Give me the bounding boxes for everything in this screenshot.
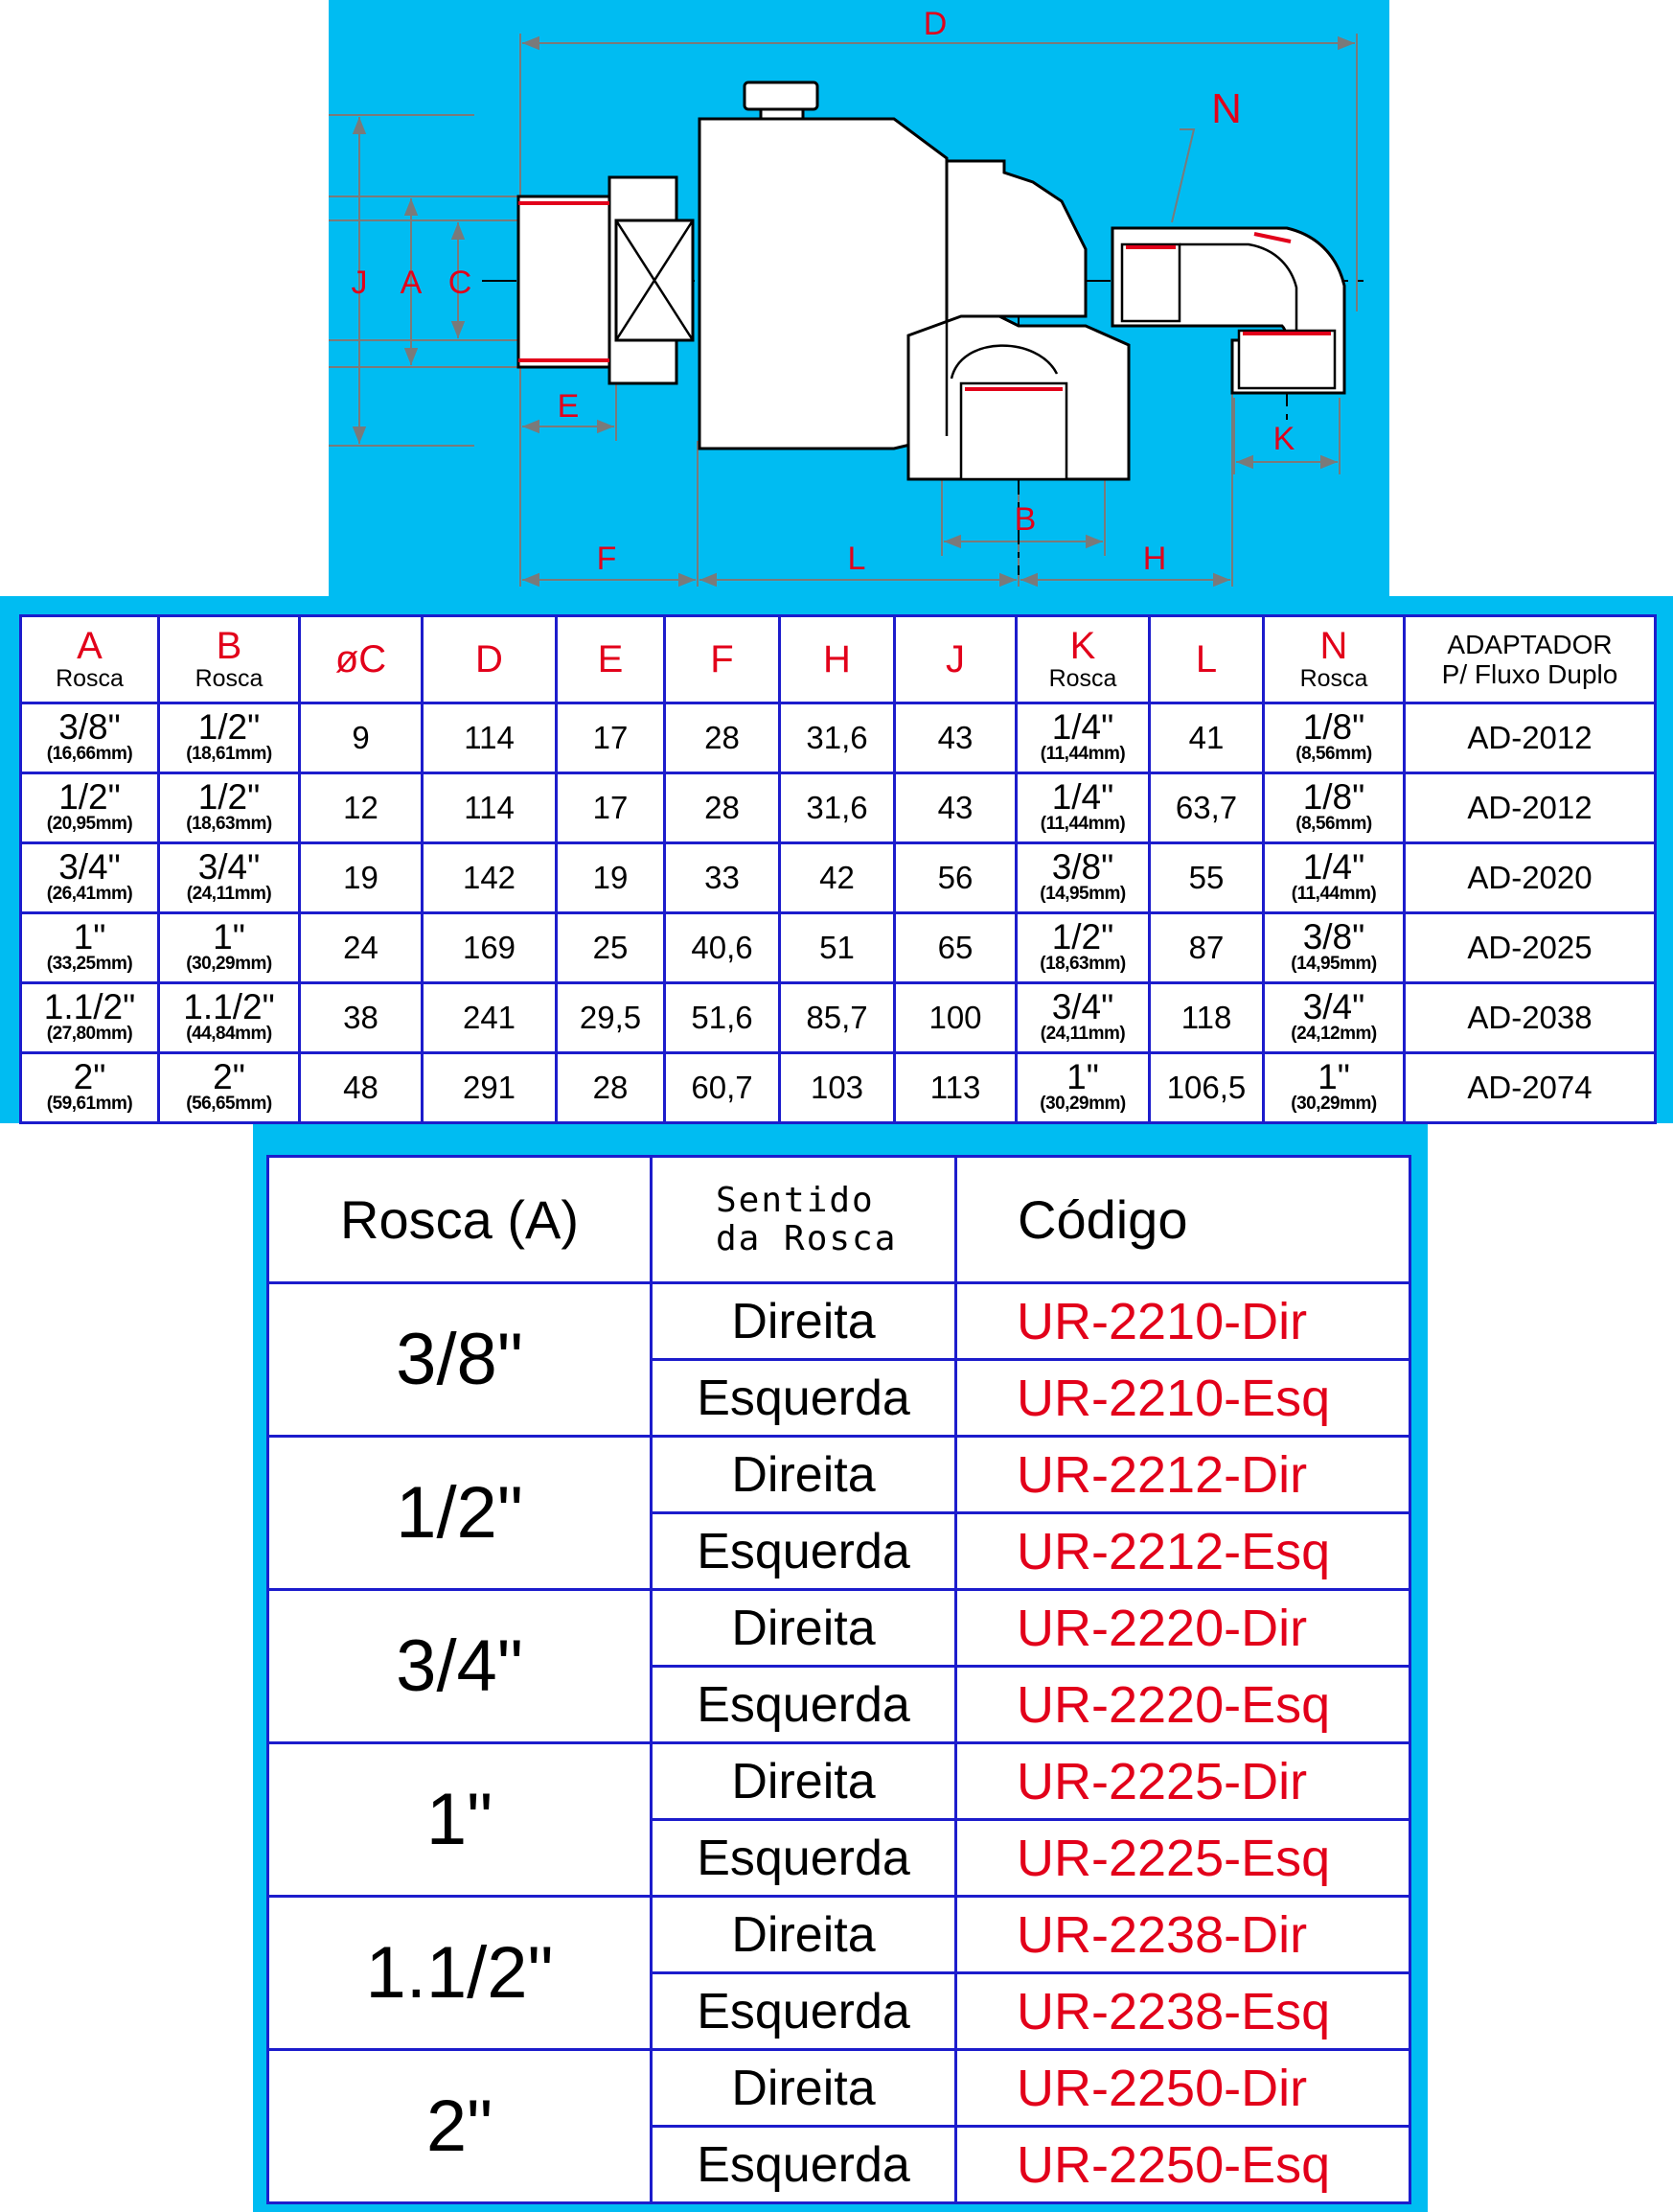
direction-left-cell: Esquerda	[652, 2127, 956, 2203]
direction-left-cell: Esquerda	[652, 1667, 956, 1743]
direction-right-cell: Direita	[652, 1283, 956, 1360]
table-row	[21, 773, 1656, 843]
code-left-cell: UR-2238-Esq	[956, 1973, 1410, 2050]
cell-a: 1.1/2" (27,80mm)	[21, 983, 159, 1053]
code-right-cell: UR-2238-Dir	[956, 1897, 1410, 1973]
cell-a: 1/2" (20,95mm)	[21, 773, 159, 843]
cell-k: 1/4" (11,44mm)	[1017, 773, 1150, 843]
rotary-union-drawing	[329, 0, 1389, 596]
cell-n: 3/8" (14,95mm)	[1264, 913, 1405, 983]
cell-h: 31,6	[780, 773, 895, 843]
table-row	[268, 2050, 1410, 2127]
cell-j: 43	[895, 773, 1017, 843]
cell-e: 25	[557, 913, 665, 983]
header-l: L	[1150, 616, 1264, 703]
cell-d: 114	[423, 703, 557, 773]
thread-size-cell: 3/4"	[268, 1590, 652, 1743]
cell-e: 17	[557, 703, 665, 773]
cell-c: 19	[300, 843, 423, 913]
table-row	[21, 703, 1656, 773]
cell-e: 29,5	[557, 983, 665, 1053]
cell-adapter: AD-2074	[1405, 1053, 1656, 1123]
cell-c: 48	[300, 1053, 423, 1123]
cell-k: 1" (30,29mm)	[1017, 1053, 1150, 1123]
cell-f: 33	[665, 843, 780, 913]
code-right-cell: UR-2212-Dir	[956, 1437, 1410, 1513]
table-row	[268, 1590, 1410, 1667]
cell-b: 1.1/2" (44,84mm)	[159, 983, 300, 1053]
header-rosca: Rosca (A)	[268, 1157, 652, 1283]
table-row	[268, 1437, 1410, 1513]
cell-n: 3/4" (24,12mm)	[1264, 983, 1405, 1053]
code-right-cell: UR-2250-Dir	[956, 2050, 1410, 2127]
header-b: B Rosca	[159, 616, 300, 703]
cell-h: 51	[780, 913, 895, 983]
label-f: F	[596, 541, 617, 577]
cell-adapter: AD-2012	[1405, 773, 1656, 843]
header-j: J	[895, 616, 1017, 703]
code-left-cell: UR-2250-Esq	[956, 2127, 1410, 2203]
header-f: F	[665, 616, 780, 703]
cell-adapter: AD-2012	[1405, 703, 1656, 773]
table-row	[268, 1743, 1410, 1820]
cell-b: 1" (30,29mm)	[159, 913, 300, 983]
cell-f: 28	[665, 773, 780, 843]
cell-k: 1/2" (18,63mm)	[1017, 913, 1150, 983]
cell-n: 1" (30,29mm)	[1264, 1053, 1405, 1123]
dimensions-table	[19, 614, 1657, 1124]
cell-n: 1/4" (11,44mm)	[1264, 843, 1405, 913]
cell-b: 1/2" (18,61mm)	[159, 703, 300, 773]
table-row	[21, 983, 1656, 1053]
cell-f: 28	[665, 703, 780, 773]
cell-d: 142	[423, 843, 557, 913]
cell-l: 118	[1150, 983, 1264, 1053]
cell-a: 3/4" (26,41mm)	[21, 843, 159, 913]
label-c: C	[447, 265, 472, 301]
cell-b: 2" (56,65mm)	[159, 1053, 300, 1123]
cell-c: 38	[300, 983, 423, 1053]
cell-h: 85,7	[780, 983, 895, 1053]
cell-d: 291	[423, 1053, 557, 1123]
thread-size-cell: 1.1/2"	[268, 1897, 652, 2050]
header-k: K Rosca	[1017, 616, 1150, 703]
cell-a: 1" (33,25mm)	[21, 913, 159, 983]
label-j: J	[351, 265, 368, 301]
cell-c: 9	[300, 703, 423, 773]
cell-j: 56	[895, 843, 1017, 913]
cell-a: 3/8" (16,66mm)	[21, 703, 159, 773]
direction-left-cell: Esquerda	[652, 1360, 956, 1437]
cell-c: 12	[300, 773, 423, 843]
cell-b: 1/2" (18,63mm)	[159, 773, 300, 843]
thread-size-cell: 2"	[268, 2050, 652, 2203]
code-left-cell: UR-2212-Esq	[956, 1513, 1410, 1590]
cell-adapter: AD-2038	[1405, 983, 1656, 1053]
label-d: D	[923, 6, 948, 42]
thread-size-cell: 1/2"	[268, 1437, 652, 1590]
cell-adapter: AD-2020	[1405, 843, 1656, 913]
direction-right-cell: Direita	[652, 2050, 956, 2127]
code-right-cell: UR-2210-Dir	[956, 1283, 1410, 1360]
codes-table	[266, 1155, 1411, 2204]
direction-right-cell: Direita	[652, 1437, 956, 1513]
cell-n: 1/8" (8,56mm)	[1264, 703, 1405, 773]
cell-b: 3/4" (24,11mm)	[159, 843, 300, 913]
cell-n: 1/8" (8,56mm)	[1264, 773, 1405, 843]
label-b: B	[1014, 501, 1037, 538]
thread-size-cell: 3/8"	[268, 1283, 652, 1437]
table-row	[21, 1053, 1656, 1123]
header-a: A Rosca	[21, 616, 159, 703]
cell-d: 169	[423, 913, 557, 983]
cell-k: 3/4" (24,11mm)	[1017, 983, 1150, 1053]
cell-l: 106,5	[1150, 1053, 1264, 1123]
label-n: N	[1211, 85, 1242, 132]
code-right-cell: UR-2225-Dir	[956, 1743, 1410, 1820]
table-row	[268, 1283, 1410, 1360]
codes-header-row	[268, 1157, 1410, 1283]
cell-h: 42	[780, 843, 895, 913]
direction-right-cell: Direita	[652, 1743, 956, 1820]
code-left-cell: UR-2210-Esq	[956, 1360, 1410, 1437]
cell-h: 103	[780, 1053, 895, 1123]
cell-j: 113	[895, 1053, 1017, 1123]
label-a: A	[400, 265, 423, 301]
code-left-cell: UR-2220-Esq	[956, 1667, 1410, 1743]
code-left-cell: UR-2225-Esq	[956, 1820, 1410, 1897]
header-codigo: Código	[956, 1157, 1410, 1283]
cell-j: 100	[895, 983, 1017, 1053]
cell-f: 60,7	[665, 1053, 780, 1123]
direction-right-cell: Direita	[652, 1897, 956, 1973]
dimensions-header-row	[21, 616, 1656, 703]
cell-l: 87	[1150, 913, 1264, 983]
cell-c: 24	[300, 913, 423, 983]
cell-j: 43	[895, 703, 1017, 773]
cell-e: 19	[557, 843, 665, 913]
label-k: K	[1272, 421, 1295, 457]
table-row	[21, 843, 1656, 913]
direction-left-cell: Esquerda	[652, 1973, 956, 2050]
cell-d: 241	[423, 983, 557, 1053]
header-e: E	[557, 616, 665, 703]
label-l: L	[847, 541, 866, 577]
cell-j: 65	[895, 913, 1017, 983]
header-sentido: Sentido da Rosca	[652, 1157, 956, 1283]
direction-right-cell: Direita	[652, 1590, 956, 1667]
cell-l: 55	[1150, 843, 1264, 913]
cell-l: 63,7	[1150, 773, 1264, 843]
cell-e: 28	[557, 1053, 665, 1123]
direction-left-cell: Esquerda	[652, 1820, 956, 1897]
table-row	[21, 913, 1656, 983]
cell-d: 114	[423, 773, 557, 843]
label-h: H	[1142, 541, 1167, 577]
cell-adapter: AD-2025	[1405, 913, 1656, 983]
cell-h: 31,6	[780, 703, 895, 773]
cell-l: 41	[1150, 703, 1264, 773]
cell-e: 17	[557, 773, 665, 843]
cell-k: 3/8" (14,95mm)	[1017, 843, 1150, 913]
header-h: H	[780, 616, 895, 703]
cell-a: 2" (59,61mm)	[21, 1053, 159, 1123]
thread-size-cell: 1"	[268, 1743, 652, 1897]
header-c: øC	[300, 616, 423, 703]
header-d: D	[423, 616, 557, 703]
table-row	[268, 1897, 1410, 1973]
cell-k: 1/4" (11,44mm)	[1017, 703, 1150, 773]
code-right-cell: UR-2220-Dir	[956, 1590, 1410, 1667]
cell-f: 51,6	[665, 983, 780, 1053]
direction-left-cell: Esquerda	[652, 1513, 956, 1590]
label-e: E	[557, 388, 580, 425]
header-adapter: ADAPTADOR P/ Fluxo Duplo	[1405, 616, 1656, 703]
cell-f: 40,6	[665, 913, 780, 983]
header-n: N Rosca	[1264, 616, 1405, 703]
